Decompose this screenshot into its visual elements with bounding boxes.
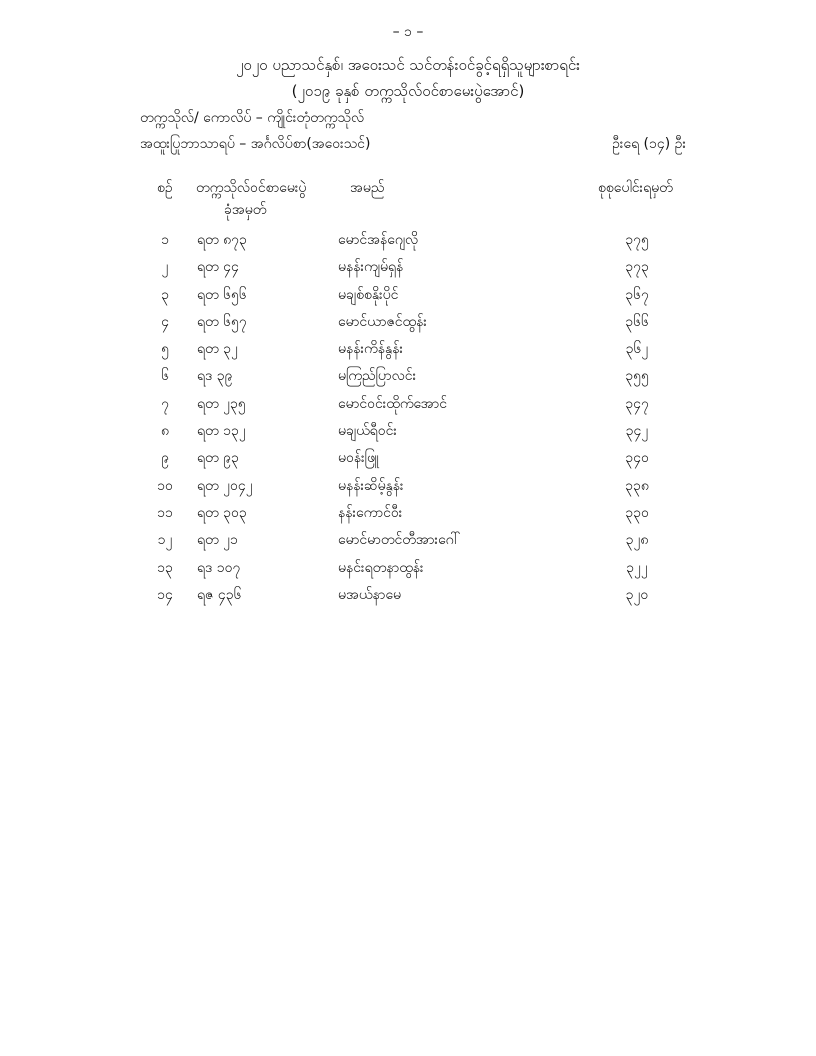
row-roll: ရတ ၃၂ (197, 341, 238, 358)
row-name: နန်းကောင်ဝီး (338, 504, 403, 521)
row-no: ၁၁ (157, 504, 173, 521)
header-roll-number-line2: ခုံအမှတ် (224, 202, 267, 218)
row-no: ၁၀ (157, 477, 173, 494)
row-marks: ၃၂၂ (626, 559, 648, 576)
table-row (0, 585, 816, 612)
table-row (0, 257, 816, 284)
table-row (0, 339, 816, 366)
row-marks: ၃၅၅ (625, 368, 649, 385)
header-roll-number: တက္ကသိုလ်ဝင်စာမေးပွဲ (196, 180, 307, 196)
row-no: ၁၂ (157, 532, 173, 549)
table-row (0, 530, 816, 557)
row-roll: ရတ ၈၇၃ (197, 232, 247, 248)
row-no: ၁၃ (157, 559, 173, 576)
row-name: မနန်းကျမ်ရှန် (338, 259, 404, 276)
row-name: မောင်အန်ဂျေလို (338, 232, 419, 248)
row-marks: ၃၄၀ (625, 450, 649, 467)
row-roll: ရဇ ၄၃၆ (197, 586, 242, 603)
row-name: မချစ်စနိုးပိုင် (338, 286, 399, 303)
row-no: ၈ (161, 423, 169, 440)
row-marks: ၃၄၂ (625, 423, 649, 440)
row-no: ၁ (161, 232, 169, 248)
row-roll: ရတ ၄၄ (197, 259, 239, 276)
row-marks: ၃၃၀ (625, 504, 649, 521)
row-no: ၄ (161, 313, 169, 330)
row-no: ၂ (161, 259, 169, 276)
table-row (0, 448, 816, 475)
row-marks: ၃၆၂ (625, 341, 649, 358)
row-roll: ရတ ၂၁ (197, 532, 238, 549)
row-marks: ၃၂၀ (625, 586, 649, 603)
row-name: မနင်းရတနာထွန်း (338, 559, 424, 576)
row-name: မနန်းကိန်နွန်း (338, 341, 404, 358)
document-subtitle: (၂၀၁၉ ခုနှစ် တက္ကသိုလ်ဝင်စာမေးပွဲအောင်) (291, 82, 525, 100)
table-row (0, 476, 816, 503)
student-count: ဦးရေ (၁၄) ဦး (612, 136, 686, 152)
row-roll: ရတ ၆၅၆ (197, 286, 247, 303)
row-name: မအယ်နာမေ (338, 586, 402, 603)
document-title: ၂၀၂၀ ပညာသင်နှစ်၊ အဝေးသင် သင်တန်းဝင်ခွင့်ရရှိသူများစာရင်း (236, 56, 580, 74)
table-row (0, 421, 816, 448)
table-row (0, 312, 816, 339)
row-no: ၃ (161, 286, 169, 303)
row-marks: ၃၆၇ (625, 286, 649, 303)
header-name: အမည် (350, 180, 385, 196)
row-no: ၅ (161, 341, 169, 358)
header-marks: စုစုပေါင်းရမှတ် (598, 180, 673, 196)
row-marks: ၃၃၈ (625, 477, 649, 494)
row-name: မောင်ဝင်းထိုက်အောင် (338, 395, 447, 412)
row-roll: ရတ ၉၃ (197, 450, 239, 467)
table-row (0, 285, 816, 312)
row-roll: ရတ ၁၃၂ (197, 423, 246, 440)
row-no: ၆ (161, 368, 169, 385)
row-name: မဝန်းဖြူ (338, 450, 380, 467)
major-label: အထူးပြုဘာသာရပ် – အင်္ဂလိပ်စာ(အဝေးသင်) (140, 136, 371, 152)
row-no: ၉ (161, 450, 169, 467)
row-name: မချယ်ရီဝင်း (338, 423, 397, 440)
row-no: ၁၄ (157, 586, 173, 603)
row-marks: ၃၂၈ (625, 532, 649, 549)
table-row (0, 366, 816, 393)
row-roll: ရဒ ၃၉ (197, 368, 233, 385)
row-roll: ရတ ၂၃၅ (197, 395, 246, 412)
table-row (0, 394, 816, 421)
row-name: မနန်းဆိမ့်နွန်း (338, 477, 404, 494)
header-no: စဉ် (157, 180, 173, 196)
page-number: – ၁ – (392, 24, 424, 40)
university-label: တက္ကသိုလ်/ ကောလိပ် – ကျိုင်းတုံတက္ကသိုလ် (140, 110, 365, 126)
table-row (0, 558, 816, 585)
row-roll: ရဒ ၁၀၇ (197, 559, 241, 576)
row-marks: ၃၆၆ (625, 313, 649, 330)
row-roll: ရတ ၆၅၇ (197, 313, 247, 330)
results-table (0, 230, 816, 612)
row-name: မောင်မာတင်တီအားဂေါ် (338, 532, 460, 549)
row-name: မောင်ယာဇင်ထွန်း (338, 313, 427, 330)
row-roll: ရတ ၃၀၃ (197, 504, 247, 521)
row-marks: ၃၄၇ (625, 395, 649, 412)
row-marks: ၃၇၃ (625, 259, 649, 276)
row-name: မကြည်ပြာလင်း (338, 368, 417, 385)
row-no: ၇ (161, 395, 169, 412)
table-row (0, 503, 816, 530)
row-marks: ၃၇၅ (625, 232, 649, 248)
row-roll: ရတ ၂၀၄၂ (197, 477, 253, 494)
table-row (0, 230, 816, 257)
